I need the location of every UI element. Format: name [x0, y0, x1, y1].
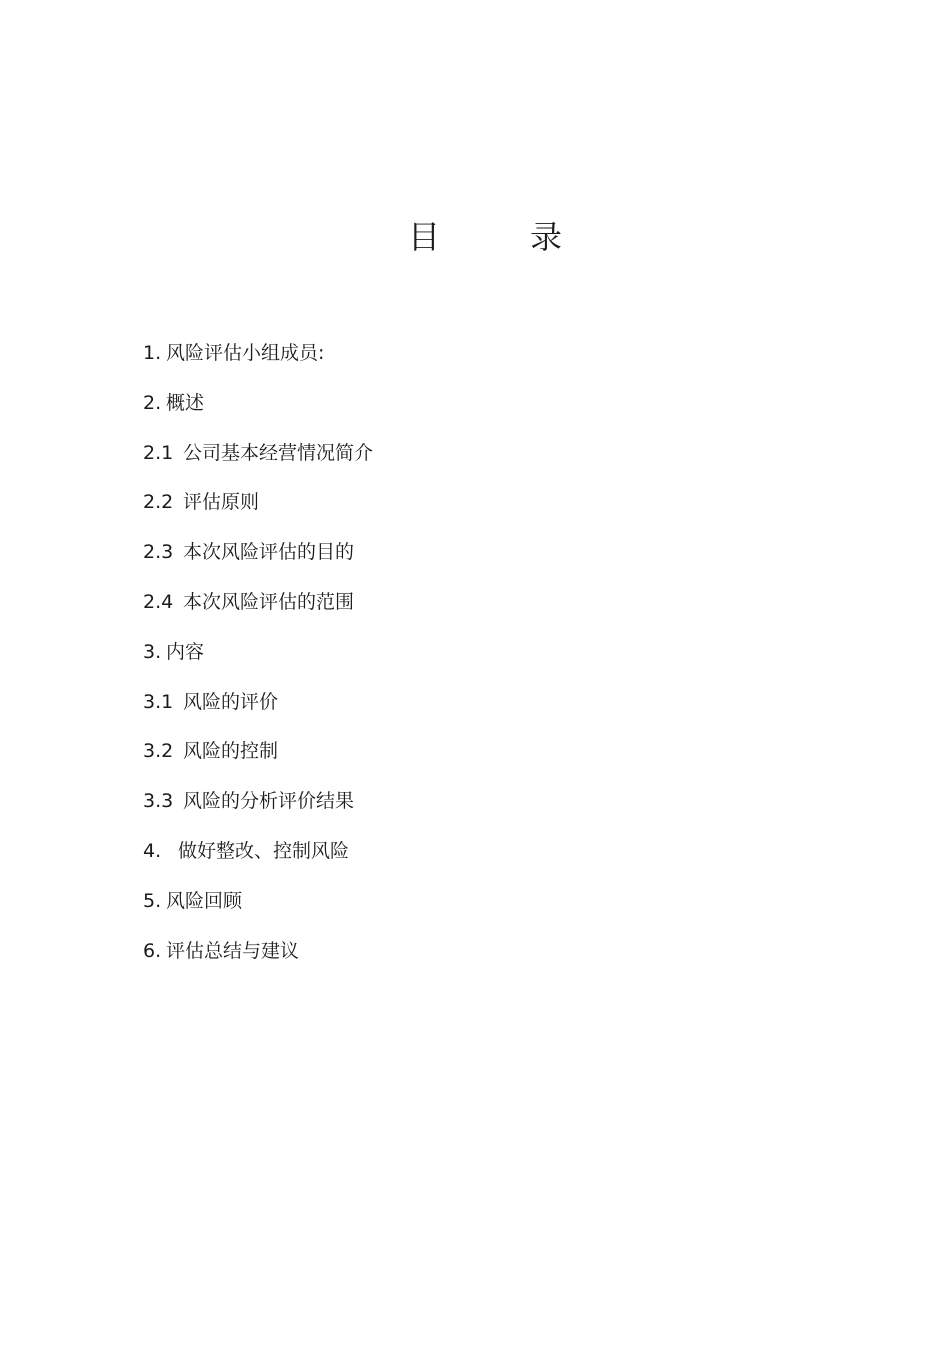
toc-item-text: 风险的分析评价结果 — [183, 790, 355, 813]
toc-item-number: 4. — [143, 839, 162, 862]
toc-item-number: 1. — [143, 342, 162, 364]
toc-item-text: 评估总结与建议 — [166, 939, 300, 962]
toc-item[interactable] — [143, 338, 373, 388]
toc-item-number: 5. — [143, 889, 162, 912]
toc-item-text: 公司基本经营情况简介 — [183, 441, 374, 464]
toc-item-text: 内容 — [166, 640, 205, 663]
title-char-2: 录 — [530, 218, 563, 256]
toc-item[interactable] — [143, 487, 373, 537]
toc-item-number: 3.1 — [143, 690, 174, 713]
toc-item[interactable] — [143, 438, 373, 488]
toc-item-text: 做好整改、控制风险 — [178, 839, 350, 862]
toc-item[interactable] — [143, 886, 373, 936]
toc-item[interactable] — [143, 587, 373, 637]
toc-item-text: 概述 — [166, 391, 205, 414]
toc-item-text: 评估原则 — [183, 491, 260, 514]
title-char-1: 目 — [408, 218, 441, 256]
toc-item-number: 2.3 — [143, 541, 174, 564]
page-title — [0, 212, 950, 262]
toc-item-number: 2. — [143, 391, 162, 414]
toc-item-text: 风险的控制 — [183, 740, 279, 763]
table-of-contents — [143, 338, 373, 985]
toc-item[interactable] — [143, 388, 373, 438]
toc-item[interactable] — [143, 637, 373, 687]
toc-item[interactable] — [143, 836, 373, 886]
toc-item-text: 本次风险评估的目的 — [183, 541, 355, 564]
toc-item-number: 3. — [143, 640, 162, 663]
toc-item-text: 风险回顾 — [166, 889, 243, 912]
toc-item-text: 风险评估小组成员: — [166, 342, 325, 364]
toc-item[interactable] — [143, 687, 373, 737]
toc-item-number: 3.2 — [143, 740, 174, 763]
toc-item-number: 6. — [143, 939, 162, 962]
toc-item-number: 2.2 — [143, 491, 174, 514]
toc-item[interactable] — [143, 786, 373, 836]
toc-item-number: 2.1 — [143, 441, 174, 464]
toc-item[interactable] — [143, 537, 373, 587]
toc-item-number: 3.3 — [143, 790, 174, 813]
toc-item-number: 2.4 — [143, 590, 174, 613]
toc-item-text: 本次风险评估的范围 — [183, 590, 355, 613]
toc-item-text: 风险的评价 — [183, 690, 279, 713]
toc-item[interactable] — [143, 736, 373, 786]
toc-item[interactable] — [143, 936, 373, 986]
